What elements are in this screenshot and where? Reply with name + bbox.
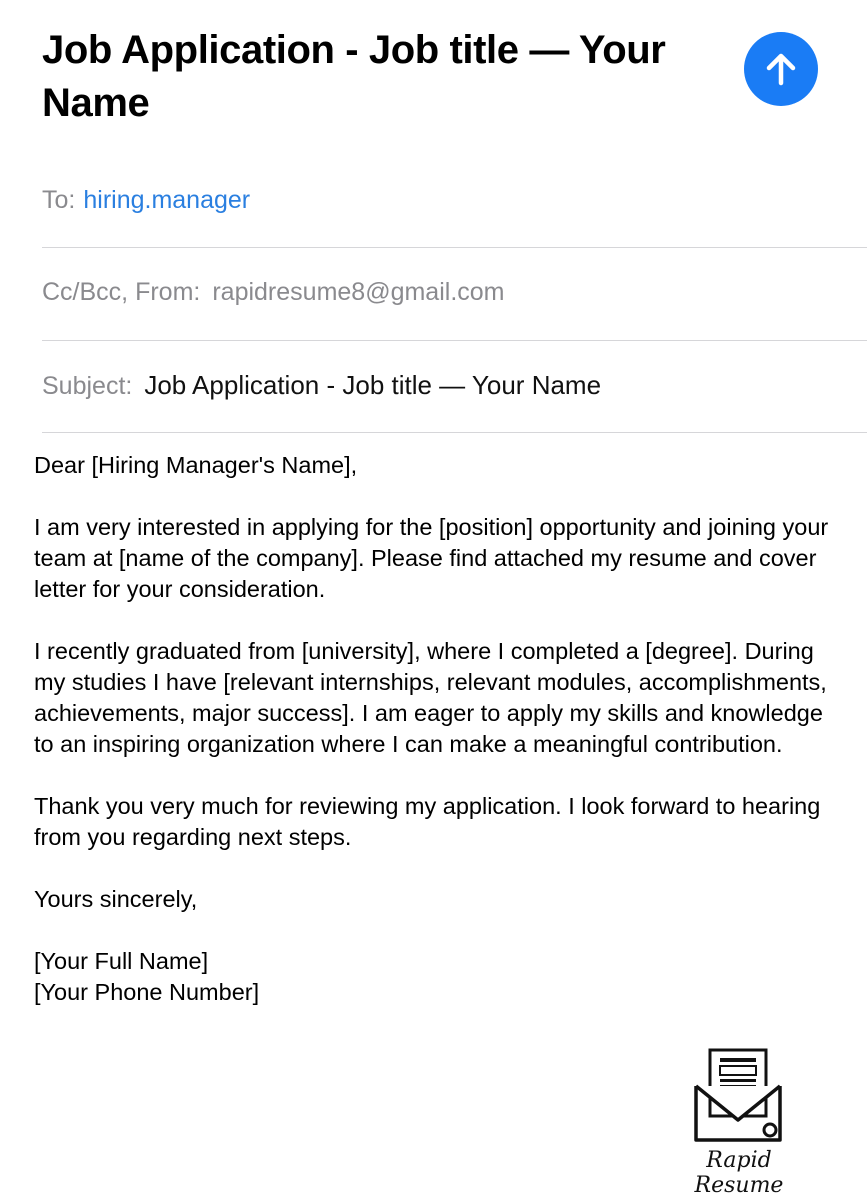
arrow-up-icon [761, 49, 801, 89]
body-paragraph: I am very interested in applying for the [position] opportunity and joining your team at [name of the company]. Please find attached my resume and cover letter for your consideration. [34, 514, 829, 602]
compose-title: Job Application - Job title — Your Name [42, 28, 666, 125]
subject-label: Subject: [42, 372, 133, 400]
divider [42, 340, 867, 341]
divider [42, 247, 867, 248]
to-field[interactable] [42, 186, 867, 215]
body-paragraph: Thank you very much for reviewing my application. I look forward to hearing from you regarding next steps. [34, 793, 821, 850]
body-paragraph: I recently graduated from [university], where I completed a [degree]. During my studies I have [relevant internships, relevant modules, accomplishments, achievements, major success]. I am eager to apply my skills and knowledge to an inspiring organization where I can make a meaningful contribution. [34, 638, 827, 757]
from-address[interactable]: rapidresume8@gmail.com [212, 278, 505, 306]
envelope-resume-icon [690, 1044, 786, 1148]
send-button[interactable] [744, 32, 818, 106]
divider [42, 432, 867, 433]
brand-logo-text: Rapid Resume [694, 1148, 784, 1198]
signature-phone: [Your Phone Number] [34, 979, 260, 1005]
signature-name: [Your Full Name] [34, 948, 209, 974]
to-label: To: [42, 186, 76, 214]
message-body[interactable] [34, 450, 834, 1008]
closing: Yours sincerely, [34, 886, 198, 912]
subject-input[interactable]: Job Application - Job title — Your Name [144, 370, 602, 400]
cc-from-field[interactable] [42, 278, 867, 307]
greeting: Dear [Hiring Manager's Name], [34, 452, 358, 478]
to-recipient[interactable]: hiring.manager [83, 186, 251, 214]
cc-from-label: Cc/Bcc, From: [42, 278, 201, 306]
subject-field[interactable] [42, 370, 867, 401]
